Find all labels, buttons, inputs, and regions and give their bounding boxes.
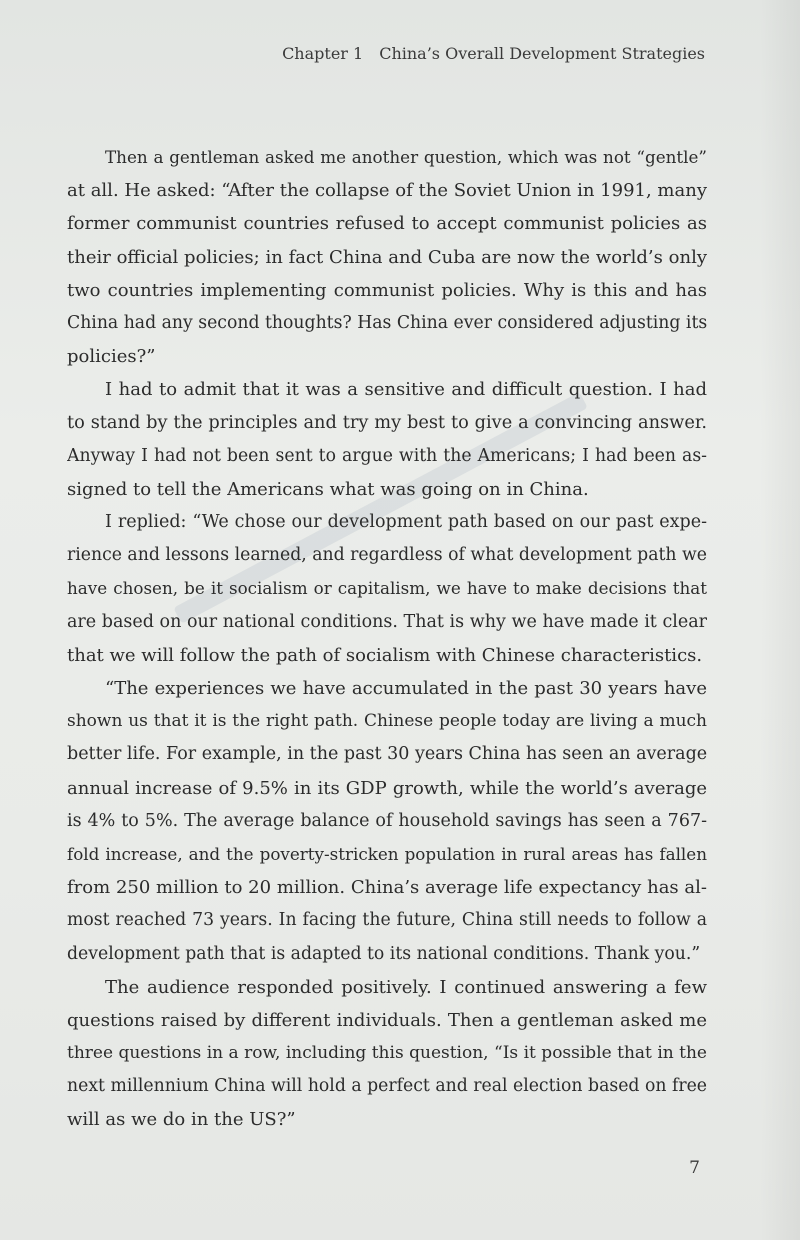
- text-line: I replied: “We chose our development path based on our past expe-: [105, 512, 707, 533]
- chapter-number: Chapter 1: [282, 44, 364, 63]
- text-line: most reached 73 years. In facing the future, China still needs to follow a: [67, 910, 707, 931]
- text-line: Then a gentleman asked me another question, which was not “gentle”: [105, 147, 707, 167]
- text-line: annual increase of 9.5% in its GDP growth, while the world’s average: [67, 777, 707, 799]
- text-line: two countries implementing communist policies. Why is this and has: [67, 279, 707, 301]
- text-line: signed to tell the Americans what was going on in China.: [67, 478, 589, 500]
- text-line: shown us that it is the right path. Chinese people today are living a much: [67, 711, 707, 732]
- text-line: development path that is adapted to its national conditions. Thank you.”: [67, 943, 701, 964]
- text-line: “The experiences we have accumulated in the past 30 years have: [105, 678, 707, 699]
- text-line: have chosen, be it socialism or capitalism, we have to make decisions that: [67, 578, 707, 599]
- chapter-title: China’s Overall Development Strategies: [379, 44, 705, 63]
- text-line: former communist countries refused to accept communist policies as: [67, 213, 707, 235]
- text-line: are based on our national conditions. That is why we have made it clear: [67, 611, 707, 632]
- text-line: at all. He asked: “After the collapse of the Soviet Union in 1991, many: [67, 180, 707, 202]
- text-line: is 4% to 5%. The average balance of household savings has seen a 767-: [67, 810, 707, 831]
- text-line: next millennium China will hold a perfect and real election based on free: [67, 1076, 707, 1097]
- text-line: their official policies; in fact China and Cuba are now the world’s only: [67, 246, 707, 268]
- page-number: 7: [689, 1158, 700, 1178]
- text-line: questions raised by different individuals. Then a gentleman asked me: [67, 1009, 707, 1031]
- text-line: China had any second thoughts? Has China ever considered adjusting its: [67, 312, 707, 333]
- text-line: to stand by the principles and try my best to give a convincing answer.: [67, 412, 707, 433]
- text-line: fold increase, and the poverty-stricken population in rural areas has fallen: [67, 843, 707, 864]
- text-line: rience and lessons learned, and regardless of what development path we: [67, 545, 707, 566]
- text-line: Anyway I had not been sent to argue with the Americans; I had been as-: [67, 445, 707, 466]
- page-edge-shadow: [760, 0, 800, 1240]
- running-header: [282, 44, 705, 63]
- text-line: policies?”: [67, 346, 156, 368]
- text-line: better life. For example, in the past 30 years China has seen an average: [67, 744, 707, 765]
- text-line: from 250 million to 20 million. China’s average life expectancy has al-: [67, 877, 707, 899]
- text-line: I had to admit that it was a sensitive and difficult question. I had: [105, 379, 707, 401]
- text-line: The audience responded positively. I continued answering a few: [105, 976, 707, 998]
- body-text: [67, 141, 707, 1137]
- text-line: will as we do in the US?”: [67, 1109, 296, 1131]
- text-line: that we will follow the path of socialism with Chinese characteristics.: [67, 644, 703, 666]
- text-line: three questions in a row, including this question, “Is it possible that in the: [67, 1043, 707, 1064]
